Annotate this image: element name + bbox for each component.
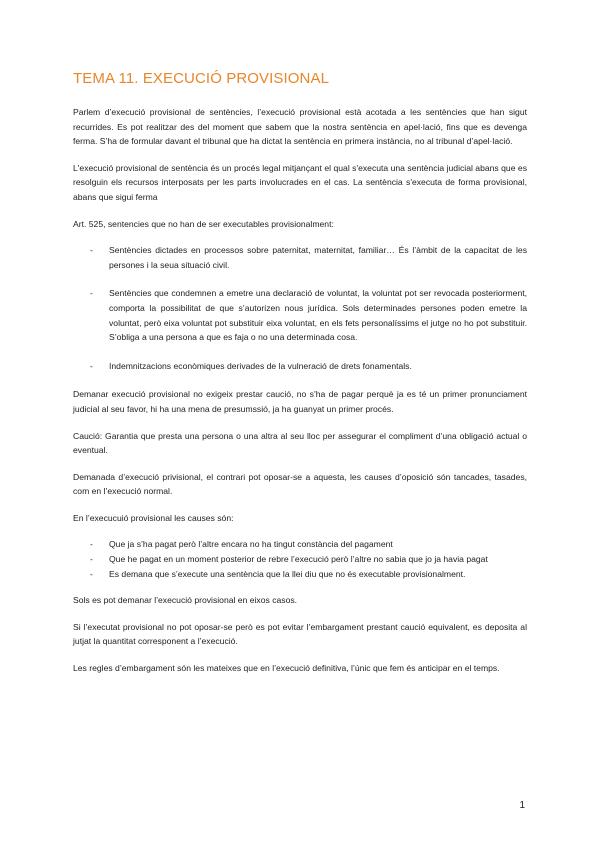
bullet-dash: - — [90, 539, 93, 550]
list-item-text: Que he pagat en un moment posterior de rebre l’execució però l’altre no sabia que jo ja havia pagat — [109, 554, 488, 565]
page-number: 1 — [519, 800, 525, 811]
list-item — [73, 286, 527, 344]
list-item-text: Sentències dictades en processos sobre paternitat, maternitat, familiar… És l’àmbit de la capacitat de les persones i la seua situació civil. — [109, 245, 527, 270]
avoid-seizure-paragraph: Si l’executat provisional no pot oposar-se però es pot evitar l’embargament prestant caució equivalent, es deposita al jutjat la quantitat corresponent a l’execució. — [73, 621, 527, 647]
list-item — [73, 567, 527, 582]
list-item-text: Que ja s’ha pagat però l’altre encara no ha tingut constància del pagament — [109, 539, 393, 550]
bullet-dash: - — [90, 568, 93, 579]
bullet-dash: - — [90, 554, 93, 565]
page-title: TEMA 11. EXECUCIÓ PROVISIONAL — [73, 70, 330, 87]
list-item-text: Indemnitzacions econòmiques derivades de la vulneració de drets fonamentals. — [109, 360, 412, 371]
caucio-demand-paragraph: Demanar execució provisional no exigeix prestar caució, no s’ha de pagar perquè ja es té un primer pronunciament judicial al seu favor, hi ha una mena de presumssió, ja ha guanyat un primer procés. — [73, 389, 527, 414]
list-item — [73, 359, 527, 374]
list-item-text: Es demana que s’execute una sentència que la llei diu que no és executable provisionalment. — [109, 568, 466, 579]
list-item — [73, 537, 527, 552]
causes-intro: En l’execucuió provisional les causes són: — [73, 512, 234, 523]
art525-intro: Art. 525, sentencies que no han de ser executables provisionalment: — [73, 218, 334, 229]
bullet-dash: - — [90, 288, 93, 299]
causes-list — [73, 537, 527, 581]
seizure-rules-paragraph: Les regles d’embargament són les mateixes que en l’execució definitiva, l’únic que fem és anticipar en el temps. — [73, 663, 500, 674]
bullet-dash: - — [90, 360, 93, 371]
intro-paragraph: Parlem d’execució provisional de sentències, l’execució provisional està acotada a les sentències que han sigut recurrides. Es pot realitzar des del moment que sabem que la nostra sentència en apel·lació, fins que es devenga ferma. S’ha de formular davant el tribunal que ha dictat la sentència en primera instància, no al tribunal d’apel·lació. — [73, 107, 527, 147]
caucio-definition-paragraph: Caució: Garantia que presta una persona o una altra al seu lloc per assegurar el compliment d’una obligació actual o eventual. — [73, 430, 527, 456]
list-item — [73, 243, 527, 272]
document-page — [73, 70, 527, 688]
demanded-paragraph: Demanada d’execució privisional, el contrari pot oposar-se a aquesta, les causes d’oposició són tancades, tasades, com en l’execució normal. — [73, 471, 527, 497]
list-item — [73, 552, 527, 567]
only-these-paragraph: Sols es pot demanar l’execució provisional en eixos casos. — [73, 595, 298, 606]
list-item-text: Sentències que condemnen a emetre una declaració de voluntat, la voluntat pot ser revocada posteriorment, comporta la possibilitat de que s’autorizen nous jurídica. Sols determinades persones poden emetre la voluntat, però eixa voluntat pot substituir eixa voluntat, en els fets personalíssims el jutge no ho pot substituir. S’obliga a una persona a que es faja o no una determinada cosa. — [109, 288, 527, 343]
art525-list — [73, 243, 527, 373]
bullet-dash: - — [90, 245, 93, 256]
definition-paragraph: L'execució provisional de sentència és un procés legal mitjançant el qual s'executa una sentència judicial abans que es resolguin els recursos interposats per les parts involucrades en el cas. La sentència s'executa de forma provisional, abans que sigui ferma — [73, 162, 527, 202]
